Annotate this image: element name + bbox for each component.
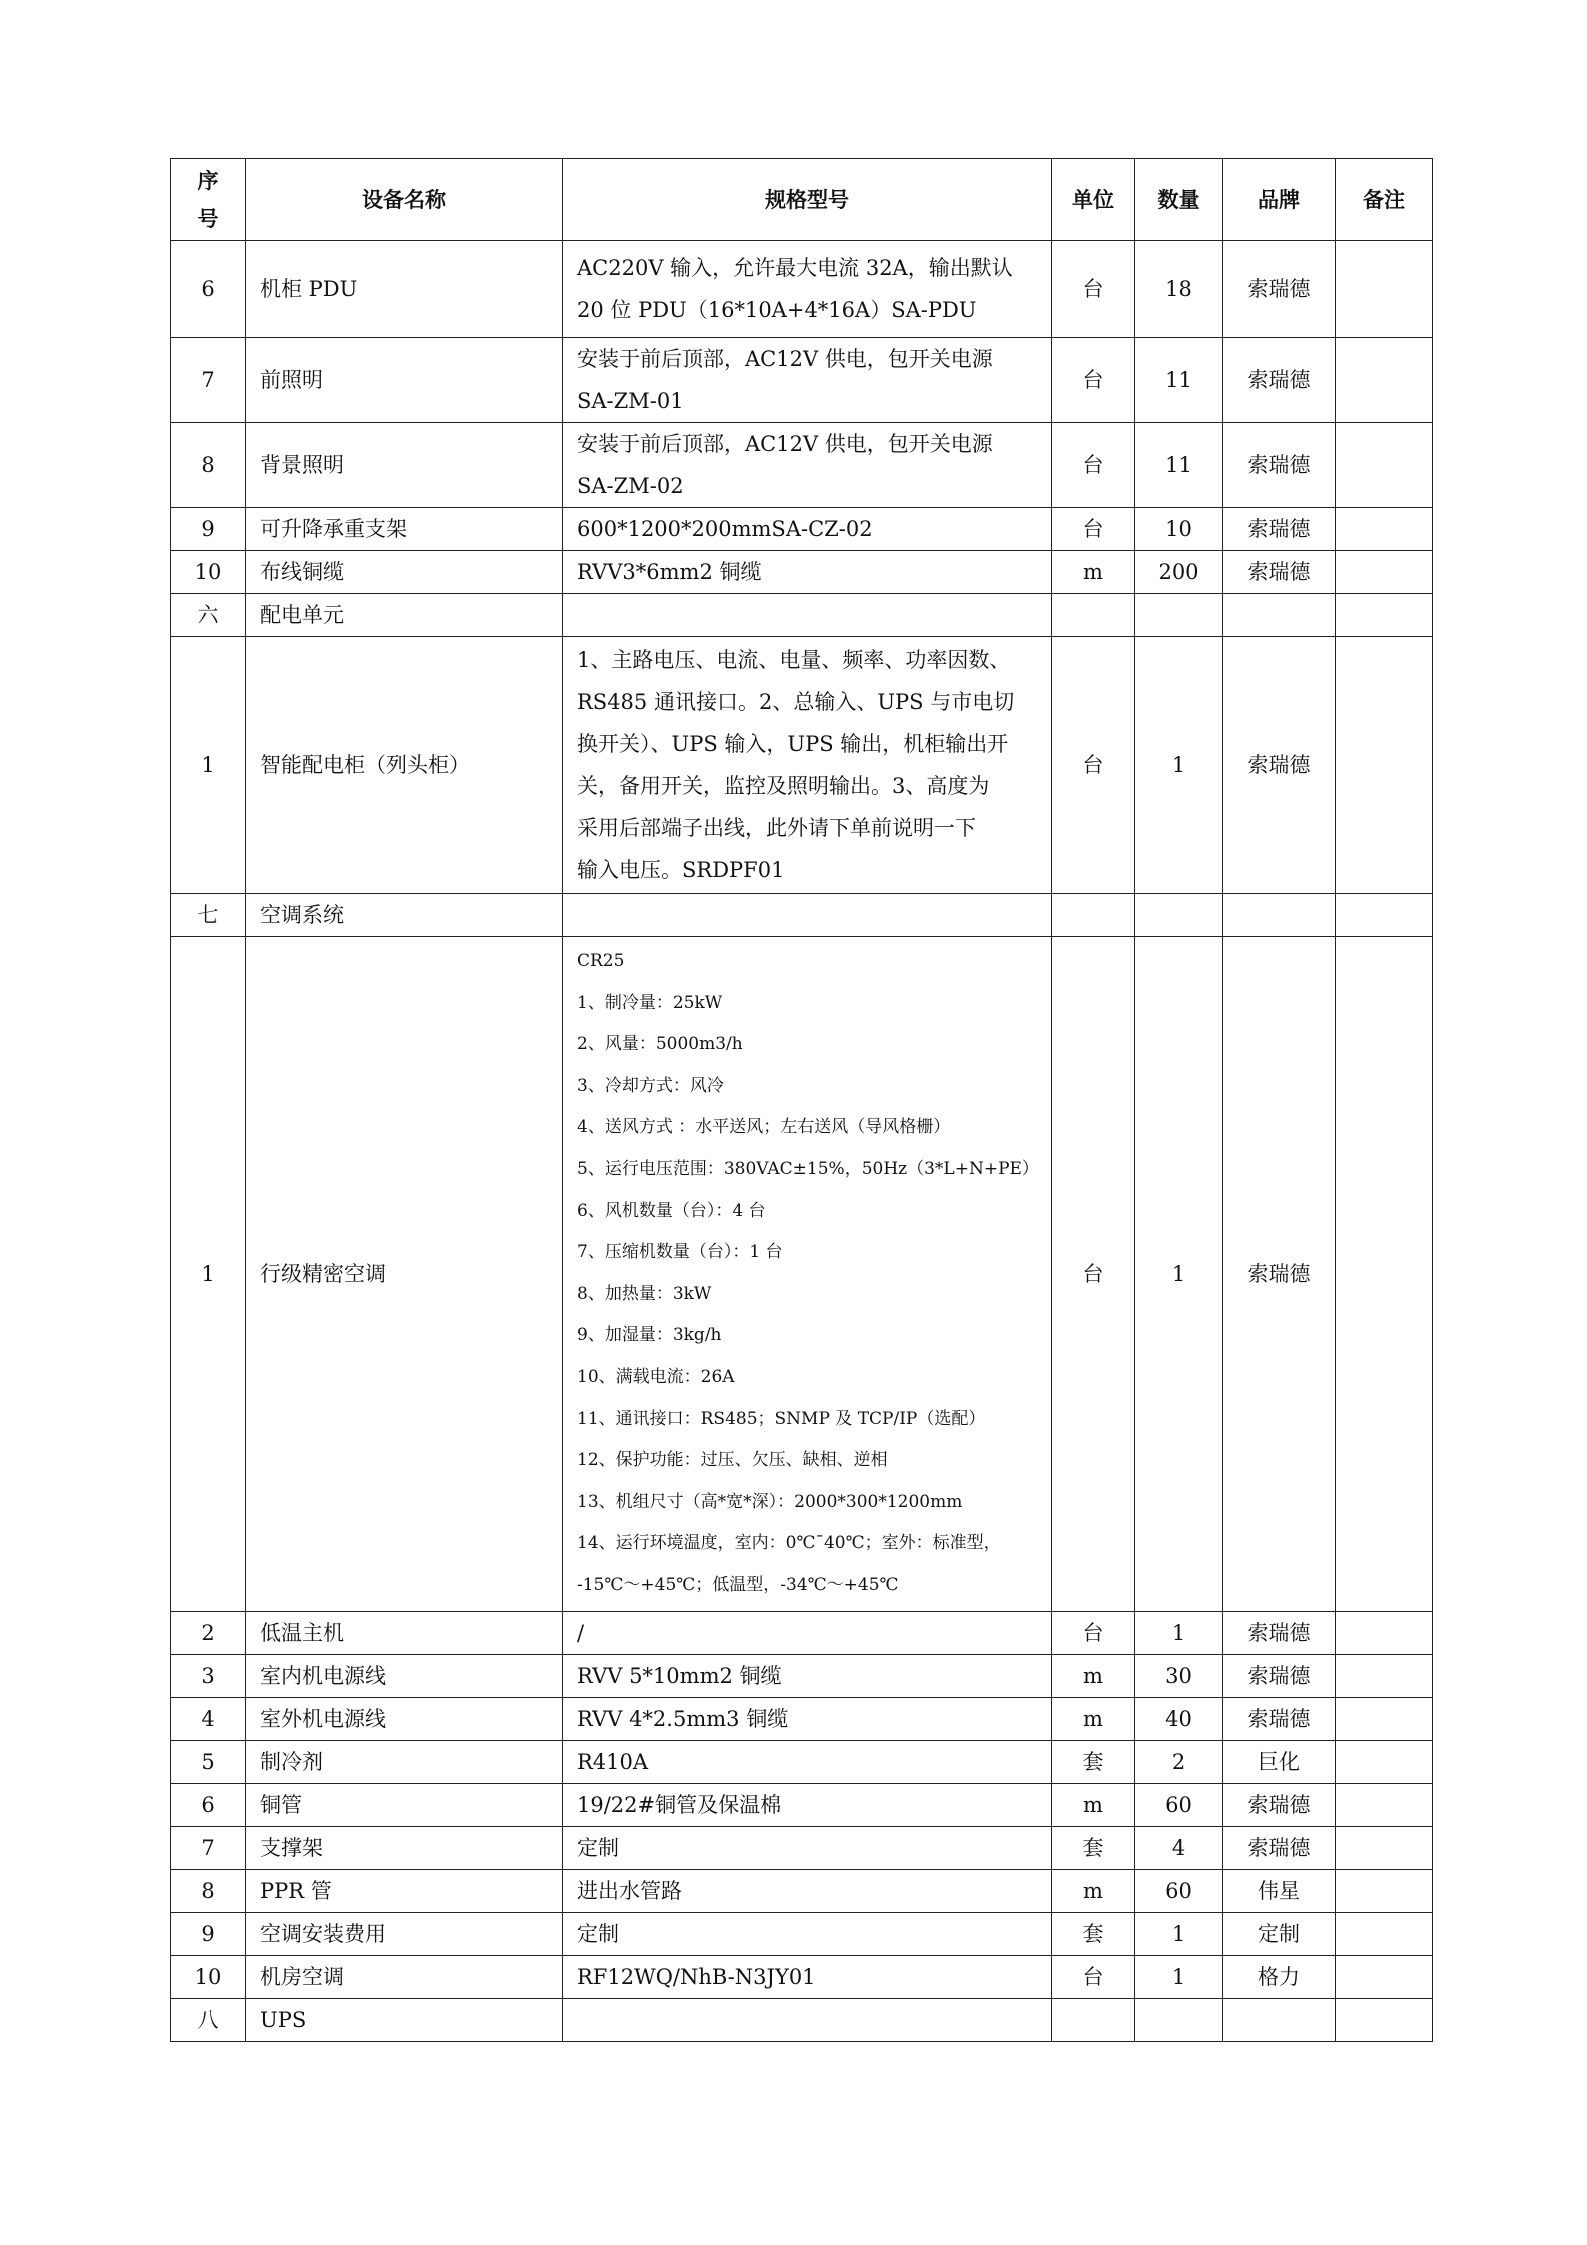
row-qty: 60 xyxy=(1135,1869,1223,1912)
section-title: 空调系统 xyxy=(246,894,563,937)
row-spec xyxy=(563,1697,1052,1740)
row-brand: 索瑞德 xyxy=(1223,241,1336,338)
spec-line: 采用后部端子出线，此外请下单前说明一下 xyxy=(577,816,976,840)
spec-line: RVV3*6mm2 铜缆 xyxy=(577,560,762,584)
spec-line: RVV 5*10mm2 铜缆 xyxy=(577,1663,782,1688)
row-spec xyxy=(563,338,1052,423)
row-name: 室内机电源线 xyxy=(246,1654,563,1697)
spec-line: 安装于前后顶部，AC12V 供电，包开关电源 xyxy=(577,432,993,456)
row-qty: 1 xyxy=(1135,637,1223,894)
row-unit: m xyxy=(1052,1783,1135,1826)
spec-line: 3、冷却方式：风冷 xyxy=(577,1075,724,1096)
row-qty: 1 xyxy=(1135,1611,1223,1654)
row-no: 2 xyxy=(171,1611,246,1654)
header-unit: 单位 xyxy=(1052,159,1135,241)
row-brand: 索瑞德 xyxy=(1223,551,1336,594)
row-brand: 索瑞德 xyxy=(1223,338,1336,423)
row-spec xyxy=(563,423,1052,508)
row-spec xyxy=(563,594,1052,637)
row-spec xyxy=(563,1783,1052,1826)
row-no: 10 xyxy=(171,551,246,594)
header-brand: 品牌 xyxy=(1223,159,1336,241)
table-row xyxy=(171,1611,1433,1654)
row-qty: 11 xyxy=(1135,338,1223,423)
row-brand: 索瑞德 xyxy=(1223,1611,1336,1654)
row-unit xyxy=(1052,1998,1135,2041)
row-brand: 索瑞德 xyxy=(1223,637,1336,894)
row-unit: 台 xyxy=(1052,508,1135,551)
row-note xyxy=(1336,1869,1433,1912)
row-qty: 1 xyxy=(1135,1955,1223,1998)
spec-line: R410A xyxy=(577,1749,649,1774)
table-row xyxy=(171,1697,1433,1740)
section-title: UPS xyxy=(246,1998,563,2041)
spec-line: 定制 xyxy=(577,1921,619,1946)
row-spec xyxy=(563,1998,1052,2041)
spec-line: 1、主路电压、电流、电量、频率、功率因数、 xyxy=(577,648,1011,672)
spec-line: 安装于前后顶部，AC12V 供电，包开关电源 xyxy=(577,347,993,371)
table-row xyxy=(171,423,1433,508)
spec-line: 12、保护功能：过压、欠压、缺相、逆相 xyxy=(577,1450,888,1471)
row-qty: 40 xyxy=(1135,1697,1223,1740)
spec-line: AC220V 输入，允许最大电流 32A，输出默认 xyxy=(577,256,1013,280)
spec-line: 5、运行电压范围：380VAC±15%，50Hz（3*L+N+PE） xyxy=(577,1158,1039,1179)
row-name: 布线铜缆 xyxy=(246,551,563,594)
row-brand: 索瑞德 xyxy=(1223,423,1336,508)
row-qty xyxy=(1135,1998,1223,2041)
row-unit: 台 xyxy=(1052,1955,1135,1998)
spec-line: 9、加湿量：3kg/h xyxy=(577,1325,722,1346)
row-no: 八 xyxy=(171,1998,246,2041)
row-qty: 1 xyxy=(1135,937,1223,1612)
row-spec xyxy=(563,1955,1052,1998)
row-brand: 索瑞德 xyxy=(1223,937,1336,1612)
row-note xyxy=(1336,1998,1433,2041)
row-no: 3 xyxy=(171,1654,246,1697)
row-brand xyxy=(1223,1998,1336,2041)
row-note xyxy=(1336,1697,1433,1740)
spec-line: 6、风机数量（台）：4 台 xyxy=(577,1200,766,1221)
row-unit: 台 xyxy=(1052,637,1135,894)
row-spec xyxy=(563,551,1052,594)
row-qty: 1 xyxy=(1135,1912,1223,1955)
row-brand: 索瑞德 xyxy=(1223,1826,1336,1869)
row-no: 1 xyxy=(171,637,246,894)
row-no: 6 xyxy=(171,1783,246,1826)
row-no: 8 xyxy=(171,423,246,508)
row-name: 机房空调 xyxy=(246,1955,563,1998)
row-spec xyxy=(563,1869,1052,1912)
row-name: 支撑架 xyxy=(246,1826,563,1869)
spec-line: 11、通讯接口：RS485；SNMP 及 TCP/IP（选配） xyxy=(577,1408,986,1429)
row-note xyxy=(1336,1783,1433,1826)
row-unit: 台 xyxy=(1052,423,1135,508)
row-note xyxy=(1336,637,1433,894)
spec-line: 定制 xyxy=(577,1835,619,1860)
row-no: 七 xyxy=(171,894,246,937)
row-qty: 200 xyxy=(1135,551,1223,594)
section-title: 配电单元 xyxy=(246,594,563,637)
spec-line: SA-ZM-02 xyxy=(577,474,684,498)
table-row xyxy=(171,1869,1433,1912)
row-no: 7 xyxy=(171,338,246,423)
table-row xyxy=(171,551,1433,594)
spec-line: 14、运行环境温度，室内：0℃¯40℃；室外：标准型， xyxy=(577,1533,1001,1554)
row-name: 铜管 xyxy=(246,1783,563,1826)
row-unit: 套 xyxy=(1052,1740,1135,1783)
row-no: 六 xyxy=(171,594,246,637)
row-spec xyxy=(563,1654,1052,1697)
table-row xyxy=(171,1654,1433,1697)
header-qty: 数量 xyxy=(1135,159,1223,241)
row-name: PPR 管 xyxy=(246,1869,563,1912)
header-row xyxy=(171,159,1433,241)
row-no: 6 xyxy=(171,241,246,338)
table-row xyxy=(171,241,1433,338)
row-name: 可升降承重支架 xyxy=(246,508,563,551)
row-qty: 18 xyxy=(1135,241,1223,338)
row-brand: 索瑞德 xyxy=(1223,1697,1336,1740)
row-brand: 伟星 xyxy=(1223,1869,1336,1912)
row-qty: 30 xyxy=(1135,1654,1223,1697)
row-spec xyxy=(563,508,1052,551)
row-note xyxy=(1336,508,1433,551)
equipment-table xyxy=(170,158,1433,2042)
table-row xyxy=(171,338,1433,423)
spec-line: 进出水管路 xyxy=(577,1878,682,1903)
row-qty xyxy=(1135,594,1223,637)
row-spec xyxy=(563,637,1052,894)
table-row xyxy=(171,1826,1433,1869)
spec-line: 8、加热量：3kW xyxy=(577,1283,712,1304)
row-spec xyxy=(563,894,1052,937)
header-name: 设备名称 xyxy=(246,159,563,241)
section-row xyxy=(171,894,1433,937)
spec-line: SA-ZM-01 xyxy=(577,389,684,413)
row-unit: 台 xyxy=(1052,241,1135,338)
spec-line: RF12WQ/NhB-N3JY01 xyxy=(577,1964,816,1989)
row-qty: 60 xyxy=(1135,1783,1223,1826)
row-unit xyxy=(1052,894,1135,937)
row-qty xyxy=(1135,894,1223,937)
spec-line: 2、风量：5000m3/h xyxy=(577,1034,743,1055)
row-brand: 索瑞德 xyxy=(1223,1783,1336,1826)
spec-line: 4、送风方式 ：水平送风；左右送风（导风格栅） xyxy=(577,1117,951,1138)
row-name: 空调安装费用 xyxy=(246,1912,563,1955)
spec-line: 7、压缩机数量（台）：1 台 xyxy=(577,1242,783,1263)
spec-line: / xyxy=(577,1620,585,1645)
spec-line: -15℃～+45℃；低温型，-34℃～+45℃ xyxy=(577,1574,899,1595)
row-note xyxy=(1336,937,1433,1612)
row-note xyxy=(1336,241,1433,338)
row-qty: 10 xyxy=(1135,508,1223,551)
row-brand xyxy=(1223,594,1336,637)
row-note xyxy=(1336,1826,1433,1869)
spec-line: 输入电压。SRDPF01 xyxy=(577,858,785,882)
row-name: 制冷剂 xyxy=(246,1740,563,1783)
table-row xyxy=(171,1912,1433,1955)
spec-line: CR25 xyxy=(577,951,625,971)
row-qty: 11 xyxy=(1135,423,1223,508)
row-brand: 定制 xyxy=(1223,1912,1336,1955)
row-note xyxy=(1336,1912,1433,1955)
row-qty: 2 xyxy=(1135,1740,1223,1783)
row-qty: 4 xyxy=(1135,1826,1223,1869)
row-no: 9 xyxy=(171,1912,246,1955)
table-row xyxy=(171,1955,1433,1998)
row-unit: 套 xyxy=(1052,1912,1135,1955)
row-name: 室外机电源线 xyxy=(246,1697,563,1740)
table-row xyxy=(171,1783,1433,1826)
row-name: 前照明 xyxy=(246,338,563,423)
row-note xyxy=(1336,594,1433,637)
row-no: 8 xyxy=(171,1869,246,1912)
row-unit: m xyxy=(1052,1869,1135,1912)
row-note xyxy=(1336,1654,1433,1697)
row-unit: 台 xyxy=(1052,937,1135,1612)
spec-line: 13、机组尺寸（高*宽*深）：2000*300*1200mm xyxy=(577,1491,963,1512)
table-body xyxy=(171,241,1433,2042)
table-row xyxy=(171,1740,1433,1783)
row-brand xyxy=(1223,894,1336,937)
row-brand: 索瑞德 xyxy=(1223,508,1336,551)
row-note xyxy=(1336,551,1433,594)
spec-line: RVV 4*2.5mm3 铜缆 xyxy=(577,1706,789,1731)
row-no: 5 xyxy=(171,1740,246,1783)
row-unit: m xyxy=(1052,1697,1135,1740)
row-note xyxy=(1336,1611,1433,1654)
row-unit: m xyxy=(1052,551,1135,594)
row-spec xyxy=(563,1740,1052,1783)
row-name: 行级精密空调 xyxy=(246,937,563,1612)
row-spec xyxy=(563,1826,1052,1869)
header-no: 序号 xyxy=(171,159,246,241)
spec-line: 1、制冷量：25kW xyxy=(577,992,723,1013)
row-no: 1 xyxy=(171,937,246,1612)
row-unit: 套 xyxy=(1052,1826,1135,1869)
spec-line: RS485 通讯接口。2、总输入、UPS 与市电切 xyxy=(577,690,1015,714)
row-name: 智能配电柜（列头柜） xyxy=(246,637,563,894)
spec-line: 换开关）、UPS 输入，UPS 输出，机柜输出开 xyxy=(577,732,1009,756)
spec-line: 19/22#铜管及保温棉 xyxy=(577,1792,782,1817)
row-note xyxy=(1336,1740,1433,1783)
row-spec xyxy=(563,1912,1052,1955)
header-note: 备注 xyxy=(1336,159,1433,241)
row-unit xyxy=(1052,594,1135,637)
row-name: 背景照明 xyxy=(246,423,563,508)
header-spec: 规格型号 xyxy=(563,159,1052,241)
row-spec xyxy=(563,1611,1052,1654)
table-row xyxy=(171,508,1433,551)
spec-line: 关，备用开关，监控及照明输出。3、高度为 xyxy=(577,774,990,798)
row-name: 低温主机 xyxy=(246,1611,563,1654)
row-note xyxy=(1336,1955,1433,1998)
spec-line: 20 位 PDU（16*10A+4*16A）SA-PDU xyxy=(577,298,977,322)
row-note xyxy=(1336,338,1433,423)
row-brand: 巨化 xyxy=(1223,1740,1336,1783)
row-note xyxy=(1336,423,1433,508)
row-brand: 索瑞德 xyxy=(1223,1654,1336,1697)
row-note xyxy=(1336,894,1433,937)
row-spec xyxy=(563,241,1052,338)
row-unit: 台 xyxy=(1052,338,1135,423)
row-unit: m xyxy=(1052,1654,1135,1697)
row-brand: 格力 xyxy=(1223,1955,1336,1998)
row-no: 10 xyxy=(171,1955,246,1998)
row-spec xyxy=(563,937,1052,1612)
row-no: 9 xyxy=(171,508,246,551)
spec-line: 600*1200*200mmSA-CZ-02 xyxy=(577,517,873,541)
table-row xyxy=(171,637,1433,894)
spec-line: 10、满载电流：26A xyxy=(577,1366,735,1387)
section-row xyxy=(171,1998,1433,2041)
row-name: 机柜 PDU xyxy=(246,241,563,338)
section-row xyxy=(171,594,1433,637)
table-row xyxy=(171,937,1433,1612)
row-no: 7 xyxy=(171,1826,246,1869)
row-no: 4 xyxy=(171,1697,246,1740)
row-unit: 台 xyxy=(1052,1611,1135,1654)
